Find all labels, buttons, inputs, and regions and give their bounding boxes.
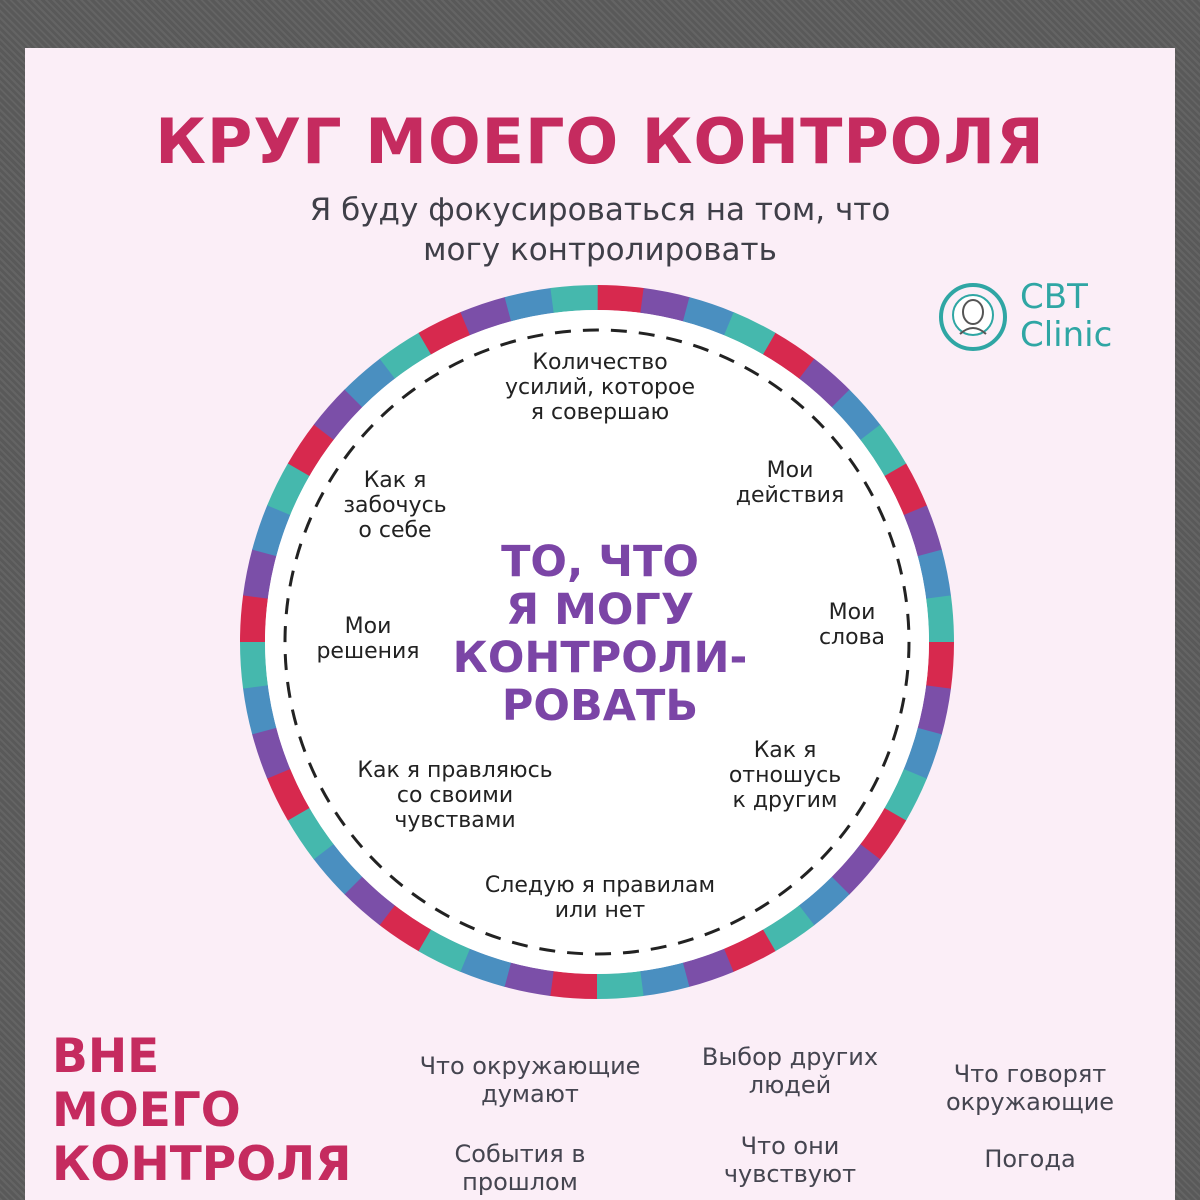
page-subtitle: Я буду фокусироваться на том, что могу контролировать [309,192,891,268]
item-feelings: Как я правляюсь со своими чувствами [357,758,553,833]
outside-item-weather: Погода [984,1145,1076,1173]
ring-stripe [550,971,597,999]
ring-stripe [597,285,644,313]
item-effort: Количество усилий, которое я совершаю [504,350,696,425]
outside-item-they-feel: Что они чувствуют [723,1132,857,1188]
center-label: ТО, ЧТО Я МОГУ КОНТРОЛИ- РОВАТЬ [452,537,748,731]
ring-stripe [596,971,643,999]
ring-stripe [240,595,268,642]
logo-text: CBT Clinic [1020,277,1113,355]
outside-item-past-events: События в прошлом [454,1140,586,1196]
ring-stripe [926,595,954,642]
outside-item-others-think: Что окружающие думают [419,1052,641,1108]
item-decisions: Мои решения [316,614,420,664]
item-words: Мои слова [818,600,886,650]
page-title: КРУГ МОЕГО КОНТРОЛЯ [155,105,1045,178]
item-others: Как я отношусь к другим [728,738,842,813]
ring-stripe [550,285,597,313]
ring-stripe [240,641,268,688]
item-self-care: Как я забочусь о себе [343,468,447,543]
item-actions: Мои действия [735,458,845,508]
ring-stripe [926,642,954,689]
outside-item-others-choice: Выбор других людей [701,1043,879,1099]
item-rules: Следую я правилам или нет [484,873,716,923]
outside-item-others-say: Что говорят окружающие [945,1060,1115,1116]
outside-heading: ВНЕ МОЕГО КОНТРОЛЯ [52,1029,352,1192]
